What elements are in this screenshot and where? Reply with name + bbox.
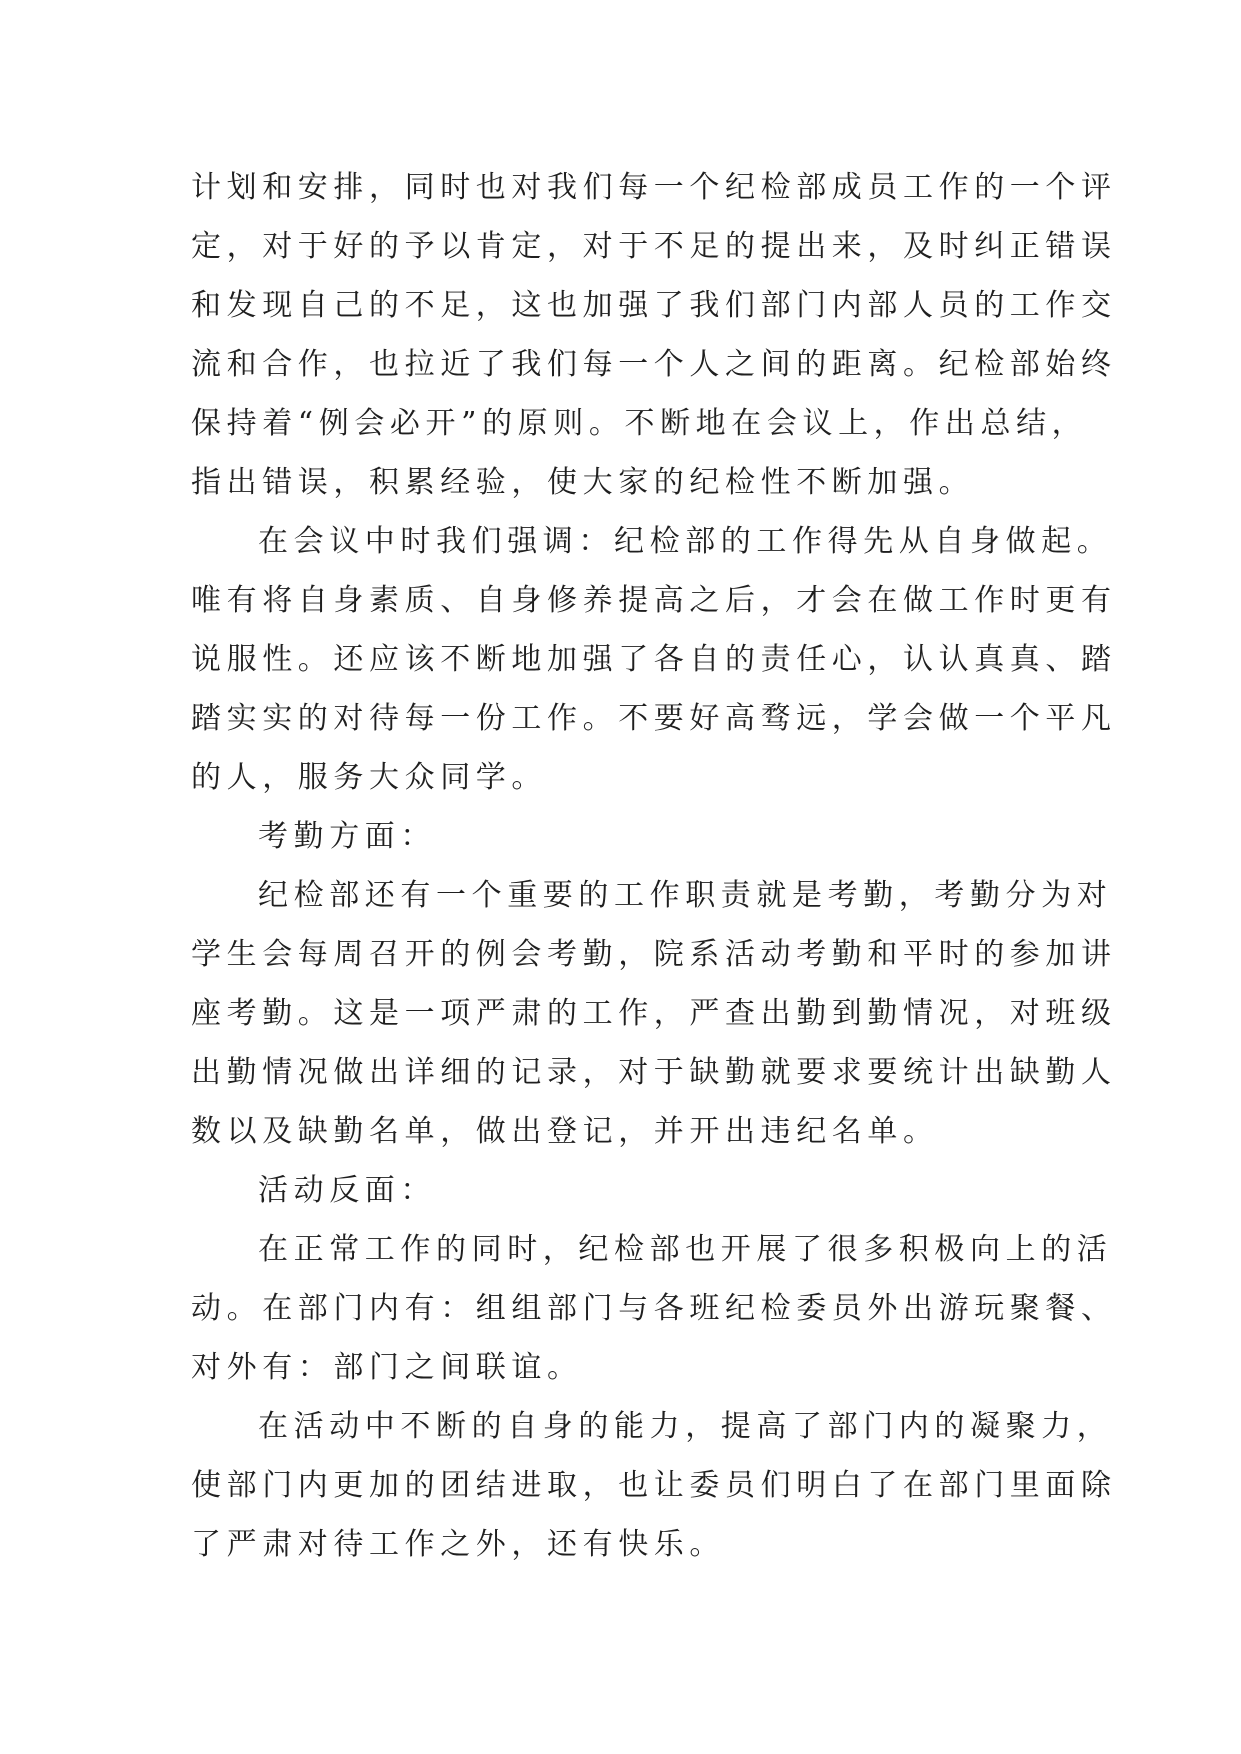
paragraph-start-line: 在活动中不断的自身的能力，提高了部门内的凝聚力， [258,1409,1113,1444]
text-line: 出勤情况做出详细的记录，对于缺勤就要求要统计出缺勤人 [191,1055,1117,1090]
text-line: 计划和安排，同时也对我们每一个纪检部成员工作的一个评 [191,170,1117,205]
text-line: 指出错误，积累经验，使大家的纪检性不断加强。 [191,465,975,500]
text-line: 唯有将自身素质、自身修养提高之后，才会在做工作时更有 [191,583,1117,618]
text-line: 保持着“例会必开”的原则。不断地在会议上，作出总结， [191,406,1088,441]
text-line: 动。在部门内有：组组部门与各班纪检委员外出游玩聚餐、 [191,1291,1117,1326]
section-heading-activities: 活动反面： [258,1173,436,1208]
text-line: 和发现自己的不足，这也加强了我们部门内部人员的工作交 [191,288,1117,323]
text-line: 学生会每周召开的例会考勤，院系活动考勤和平时的参加讲 [191,937,1117,972]
text-line: 数以及缺勤名单，做出登记，并开出违纪名单。 [191,1114,939,1149]
text-line: 踏实实的对待每一份工作。不要好高骛远，学会做一个平凡 [191,701,1117,736]
section-heading-attendance: 考勤方面： [258,819,436,854]
text-line: 流和合作，也拉近了我们每一个人之间的距离。纪检部始终 [191,347,1117,382]
text-line: 座考勤。这是一项严肃的工作，严查出勤到勤情况，对班级 [191,996,1117,1031]
text-line: 说服性。还应该不断地加强了各自的责任心，认认真真、踏 [191,642,1117,677]
paragraph-start-line: 在正常工作的同时，纪检部也开展了很多积极向上的活 [258,1232,1113,1267]
paragraph-start-line: 在会议中时我们强调：纪检部的工作得先从自身做起。 [258,524,1113,559]
document-body [191,158,1117,1574]
text-line: 使部门内更加的团结进取，也让委员们明白了在部门里面除 [191,1468,1117,1503]
text-line: 的人，服务大众同学。 [191,760,547,795]
paragraph-start-line: 纪检部还有一个重要的工作职责就是考勤，考勤分为对 [258,878,1113,913]
text-line: 定，对于好的予以肯定，对于不足的提出来，及时纠正错误 [191,229,1117,264]
text-line: 了严肃对待工作之外，还有快乐。 [191,1527,725,1562]
text-line: 对外有：部门之间联谊。 [191,1350,583,1385]
